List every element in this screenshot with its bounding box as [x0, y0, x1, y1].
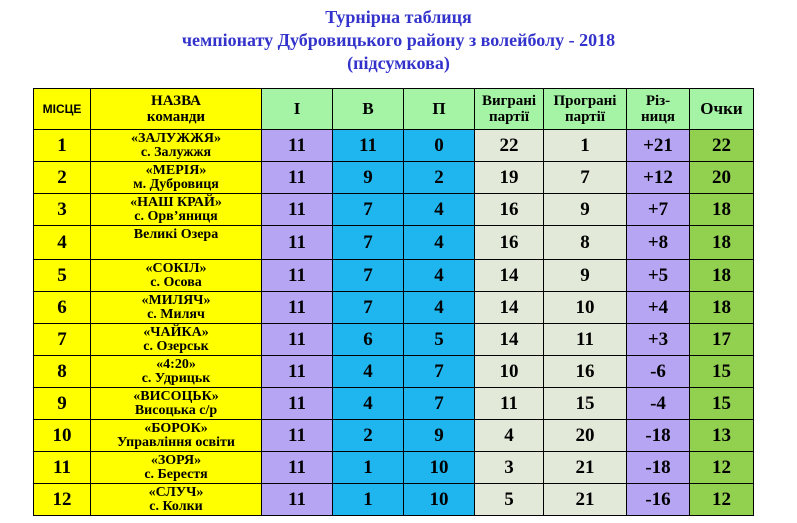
cell-losses: 10: [404, 452, 475, 484]
header-diff: [627, 89, 690, 130]
header-name: [91, 89, 262, 130]
table-row: [34, 130, 754, 162]
cell-team: [91, 484, 262, 516]
cell-games: 11: [262, 194, 333, 226]
team-location: с. Осова: [150, 274, 202, 290]
cell-place: 12: [34, 484, 91, 516]
cell-games: 11: [262, 130, 333, 162]
table-row: [34, 324, 754, 356]
cell-diff: +7: [627, 194, 690, 226]
cell-wins: 1: [333, 452, 404, 484]
team-location: Управління освіти: [117, 434, 235, 450]
cell-games: 11: [262, 260, 333, 292]
cell-points: 17: [690, 324, 754, 356]
team-location: с. Колки: [149, 498, 203, 514]
table-row: [34, 226, 754, 260]
cell-team: [91, 194, 262, 226]
cell-place: 10: [34, 420, 91, 452]
cell-points: 22: [690, 130, 754, 162]
header-sets-lost-line2: партії: [565, 109, 605, 125]
cell-sets-won: 4: [475, 420, 544, 452]
table-row: [34, 260, 754, 292]
cell-points: 15: [690, 356, 754, 388]
cell-sets-lost: 16: [544, 356, 627, 388]
cell-place: 1: [34, 130, 91, 162]
cell-place: 5: [34, 260, 91, 292]
cell-sets-won: 3: [475, 452, 544, 484]
header-sets-lost-line1: Програні: [553, 93, 617, 109]
cell-losses: 4: [404, 226, 475, 260]
team-name: «ЗОРЯ»: [150, 452, 202, 468]
team-location: с. Орв’яниця: [134, 208, 218, 224]
cell-diff: +5: [627, 260, 690, 292]
cell-games: 11: [262, 388, 333, 420]
title-line-3: (підсумкова): [347, 53, 450, 73]
header-games: І: [262, 89, 333, 130]
cell-wins: 4: [333, 356, 404, 388]
team-location: с. Удрицьк: [141, 370, 211, 386]
cell-sets-lost: 21: [544, 452, 627, 484]
team-name: «МЕРІЯ»: [145, 162, 207, 178]
team-location: м. Дубровиця: [133, 176, 219, 192]
table-row: [34, 420, 754, 452]
cell-sets-won: 14: [475, 292, 544, 324]
cell-sets-won: 16: [475, 194, 544, 226]
cell-losses: 7: [404, 356, 475, 388]
table-row: [34, 452, 754, 484]
cell-points: 12: [690, 484, 754, 516]
cell-losses: 4: [404, 260, 475, 292]
cell-sets-lost: 15: [544, 388, 627, 420]
cell-team: [91, 356, 262, 388]
cell-sets-won: 10: [475, 356, 544, 388]
cell-points: 18: [690, 194, 754, 226]
cell-wins: 1: [333, 484, 404, 516]
cell-wins: 6: [333, 324, 404, 356]
cell-sets-lost: 9: [544, 260, 627, 292]
cell-points: 20: [690, 162, 754, 194]
cell-place: 2: [34, 162, 91, 194]
team-name: «ЗАЛУЖЖЯ»: [130, 130, 221, 146]
team-name: «МИЛЯЧ»: [141, 292, 211, 308]
cell-games: 11: [262, 226, 333, 260]
table-row: [34, 388, 754, 420]
cell-team: [91, 130, 262, 162]
header-place: МІСЦЕ: [34, 89, 91, 130]
cell-diff: -6: [627, 356, 690, 388]
team-name: «БОРОК»: [144, 420, 208, 436]
cell-diff: -18: [627, 452, 690, 484]
team-name: «СОКІЛ»: [145, 260, 207, 276]
team-name: «СЛУЧ»: [148, 484, 204, 500]
cell-sets-won: 5: [475, 484, 544, 516]
cell-place: 9: [34, 388, 91, 420]
cell-sets-lost: 1: [544, 130, 627, 162]
header-row: [34, 89, 754, 130]
header-diff-line1: Різ-: [645, 93, 671, 109]
table-row: [34, 292, 754, 324]
title-line-1: Турнірна таблиця: [325, 7, 472, 27]
cell-place: 11: [34, 452, 91, 484]
cell-games: 11: [262, 162, 333, 194]
cell-sets-lost: 9: [544, 194, 627, 226]
cell-wins: 7: [333, 226, 404, 260]
cell-losses: 0: [404, 130, 475, 162]
team-location: с. Залужжя: [140, 144, 212, 160]
cell-diff: +21: [627, 130, 690, 162]
table-row: [34, 356, 754, 388]
team-location: с. Озерськ: [143, 338, 209, 354]
cell-place: 6: [34, 292, 91, 324]
cell-sets-won: 19: [475, 162, 544, 194]
header-name-line1: НАЗВА: [151, 93, 201, 109]
header-losses: П: [404, 89, 475, 130]
header-sets-won-line2: партії: [489, 109, 529, 125]
cell-points: 18: [690, 260, 754, 292]
cell-diff: +8: [627, 226, 690, 260]
cell-team: [91, 292, 262, 324]
standings-table: [33, 88, 754, 516]
cell-wins: 7: [333, 260, 404, 292]
cell-sets-won: 11: [475, 388, 544, 420]
header-sets-won: [475, 89, 544, 130]
cell-games: 11: [262, 292, 333, 324]
cell-points: 12: [690, 452, 754, 484]
team-location: с. Миляч: [147, 306, 205, 322]
header-sets-won-line1: Виграні: [481, 93, 537, 109]
header-wins: В: [333, 89, 404, 130]
cell-losses: 5: [404, 324, 475, 356]
header-diff-line2: ниця: [640, 109, 676, 125]
cell-team: [91, 388, 262, 420]
header-name-line2: команди: [146, 109, 206, 125]
cell-points: 18: [690, 292, 754, 324]
cell-games: 11: [262, 420, 333, 452]
cell-games: 11: [262, 356, 333, 388]
cell-team: [91, 324, 262, 356]
cell-diff: -16: [627, 484, 690, 516]
cell-team: [91, 260, 262, 292]
cell-wins: 9: [333, 162, 404, 194]
team-location: с. Берестя: [144, 466, 208, 482]
table-row: [34, 162, 754, 194]
team-name: «ЧАЙКА»: [143, 324, 209, 340]
cell-diff: +12: [627, 162, 690, 194]
cell-wins: 11: [333, 130, 404, 162]
team-name: «ВИСОЦЬК»: [133, 388, 219, 404]
cell-place: 4: [34, 226, 91, 260]
cell-losses: 2: [404, 162, 475, 194]
title-block: [0, 6, 797, 75]
cell-points: 15: [690, 388, 754, 420]
cell-sets-lost: 10: [544, 292, 627, 324]
cell-diff: -4: [627, 388, 690, 420]
cell-sets-lost: 21: [544, 484, 627, 516]
header-sets-lost: [544, 89, 627, 130]
cell-sets-won: 22: [475, 130, 544, 162]
cell-sets-lost: 20: [544, 420, 627, 452]
cell-points: 13: [690, 420, 754, 452]
table-row: [34, 194, 754, 226]
cell-diff: +4: [627, 292, 690, 324]
cell-games: 11: [262, 484, 333, 516]
cell-losses: 7: [404, 388, 475, 420]
cell-place: 8: [34, 356, 91, 388]
cell-diff: -18: [627, 420, 690, 452]
table-body: [34, 130, 754, 516]
cell-place: 7: [34, 324, 91, 356]
cell-team: [91, 420, 262, 452]
cell-team: [91, 162, 262, 194]
cell-losses: 9: [404, 420, 475, 452]
cell-sets-lost: 11: [544, 324, 627, 356]
cell-wins: 7: [333, 292, 404, 324]
cell-sets-won: 16: [475, 226, 544, 260]
cell-sets-won: 14: [475, 260, 544, 292]
team-name: «4:20»: [156, 356, 196, 372]
team-name: «НАШ КРАЙ»: [130, 194, 222, 210]
cell-diff: +3: [627, 324, 690, 356]
header-points: Очки: [690, 89, 754, 130]
cell-games: 11: [262, 452, 333, 484]
cell-team: [91, 452, 262, 484]
team-name: Великі Озера: [133, 227, 219, 242]
title-line-2: чемпіонату Дубровицького району з волейболу - 2018: [181, 30, 616, 50]
cell-sets-lost: 8: [544, 226, 627, 260]
cell-points: 18: [690, 226, 754, 260]
cell-losses: 4: [404, 194, 475, 226]
cell-wins: 2: [333, 420, 404, 452]
cell-wins: 4: [333, 388, 404, 420]
cell-games: 11: [262, 324, 333, 356]
cell-sets-lost: 7: [544, 162, 627, 194]
cell-losses: 10: [404, 484, 475, 516]
team-location: Висоцька с/р: [134, 402, 218, 418]
cell-sets-won: 14: [475, 324, 544, 356]
cell-losses: 4: [404, 292, 475, 324]
cell-wins: 7: [333, 194, 404, 226]
cell-place: 3: [34, 194, 91, 226]
table-row: [34, 484, 754, 516]
cell-team: [91, 226, 262, 260]
